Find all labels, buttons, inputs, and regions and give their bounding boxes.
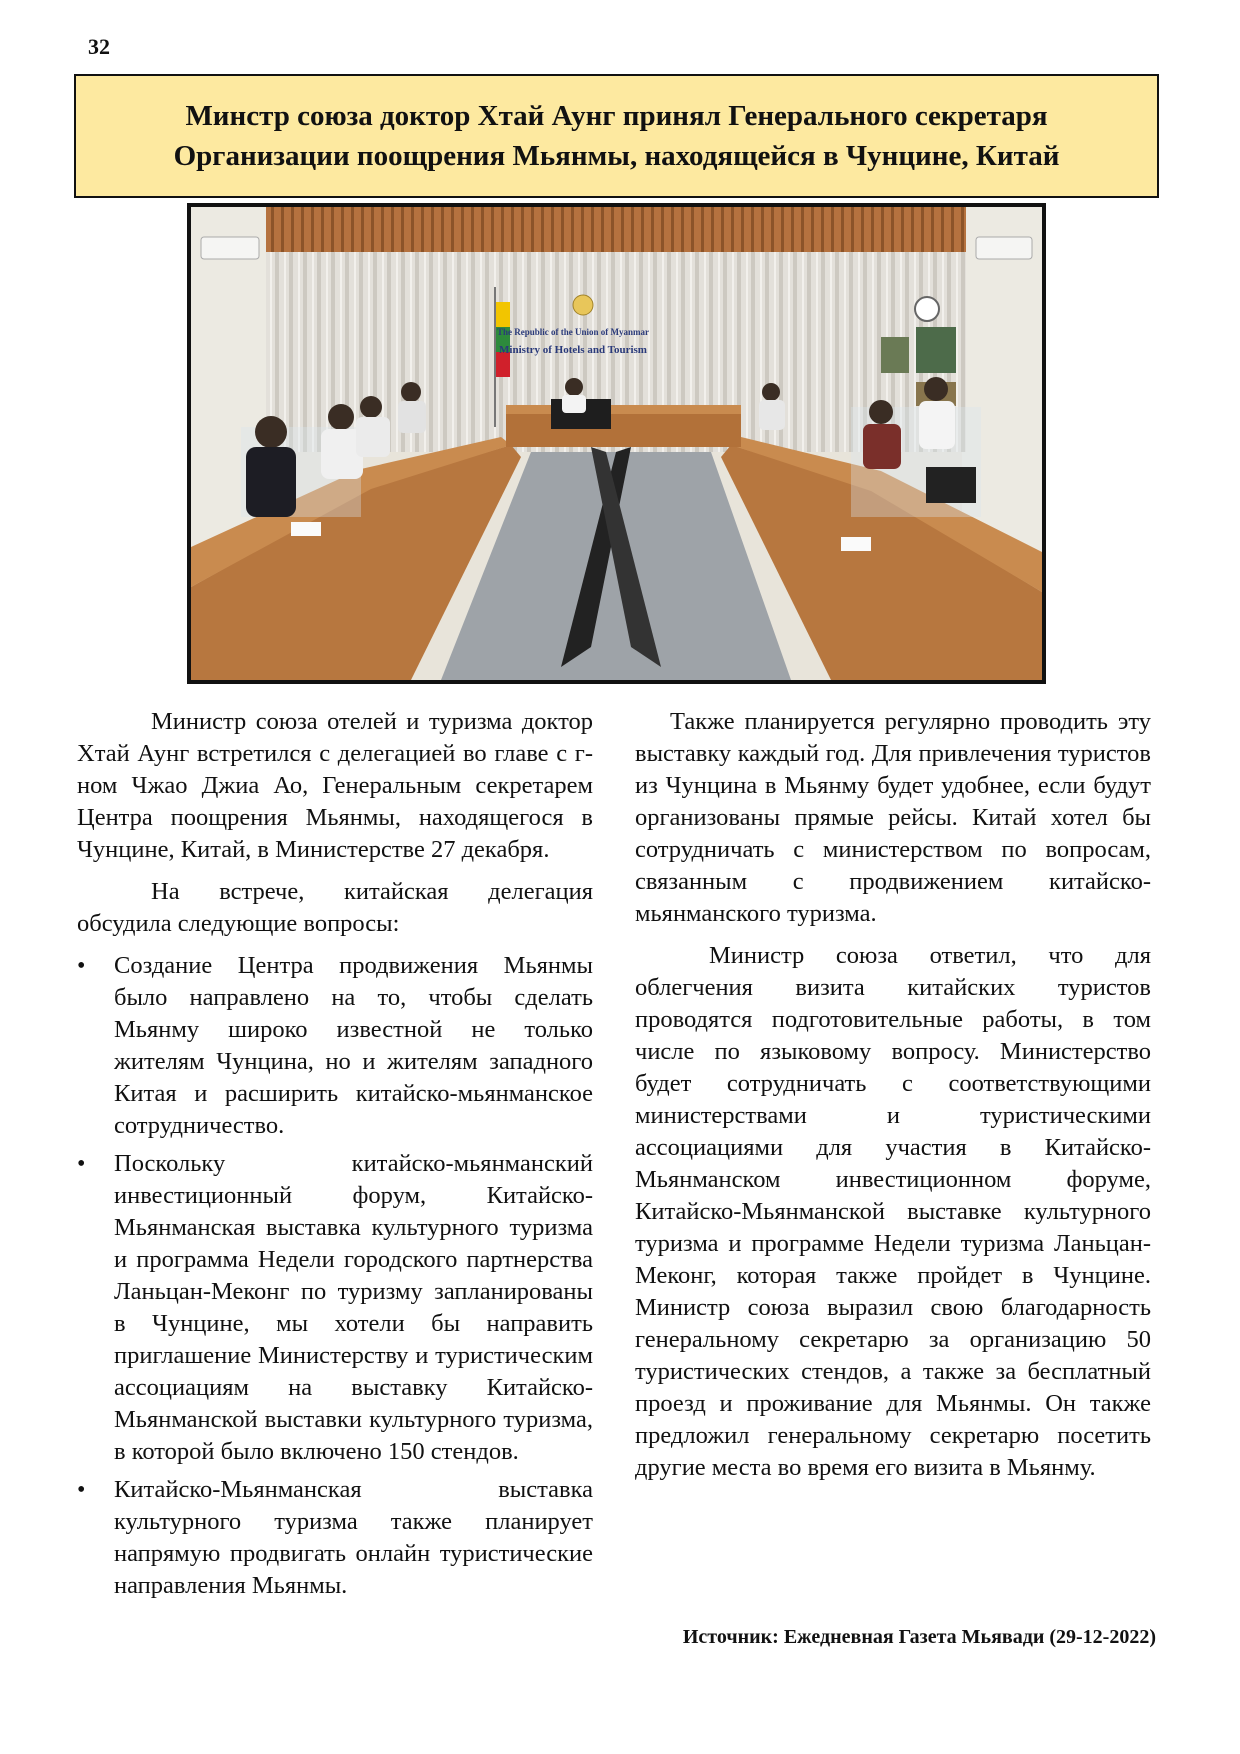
left-column: [77, 706, 593, 1608]
headline-line-1: Минстр союза доктор Хтай Аунг принял Генерального секретаря: [185, 100, 1048, 132]
list-item: • Китайско-Мьянманская выставка культурного туризма также планирует напрямую продвигать онлайн туристические направления Мьянмы.: [77, 1474, 593, 1602]
headline-line-2: Организации поощрения Мьянмы, находящейся в Чунцине, Китай: [173, 140, 1060, 172]
paragraph: Министр союза ответил, что для облегчения визита китайских туристов проводятся подготовительные работы, в том числе по языковому вопросу. Министерство будет сотрудничать с соответствующими министерствами и туристическими ассоциациями для участия в Китайско-Мьянманском инвестиционном форуме, Китайско-Мьянманской выставке культурного туризма и программе Недели туризма Ланьцан-Меконг, которая также пройдет в Чунцине. Министр союза выразил свою благодарность генеральному секретарю за организацию 50 туристических стендов, а также за бесплатный проезд и проживание для Мьянмы. Он также предложил генеральному секретарю посетить другие места во время его визита в Мьянму.: [635, 942, 1151, 1481]
paragraph: Министр союза отелей и туризма доктор Хтай Аунг встретился с делегацией во главе с г-ном Чжао Джиа Ао, Генеральным секретарем Центра поощрения Мьянмы, находящегося в Чунцине, Китай, в Министерстве 27 декабря.: [77, 708, 593, 863]
list-item: • Создание Центра продвижения Мьянмы было направлено на то, чтобы сделать Мьянму широко известной не только жителям Чунцина, но и жителям западного Китая и расширить китайско-мьянманское сотрудничество.: [77, 950, 593, 1142]
right-column: [635, 706, 1151, 1494]
page-number: 32: [88, 34, 110, 59]
sign-line-1: The Republic of the Union of Myanmar: [496, 327, 650, 337]
paragraph: На встрече, китайская делегация обсудила следующие вопросы:: [77, 878, 593, 937]
headline-box: [74, 74, 1159, 198]
meeting-photo: [187, 203, 1046, 684]
paragraph: Также планируется регулярно проводить эту выставку каждый год. Для привлечения туристов из Чунцина в Мьянму будет удобнее, если будут организованы прямые рейсы. Китай хотел бы сотрудничать с министерством по вопросам, связанным с продвижением китайско-мьянманского туризма.: [635, 708, 1151, 927]
list-item: • Поскольку китайско-мьянманский инвестиционный форум, Китайско-Мьянманская выставка культурного туризма и программа Недели городского партнерства Ланьцан-Меконг по туризму запланированы в Чунцине, мы хотели бы направить приглашение Министерству и туристическим ассоциациям на выставку Китайско-Мьянманской выставки культурного туризма, в которой было включено 150 стендов.: [77, 1148, 593, 1468]
bullet-list: [77, 950, 593, 1602]
source-credit: Источник: Ежедневная Газета Мьявади (29-12-2022): [682, 1626, 1156, 1648]
sign-line-2: Ministry of Hotels and Tourism: [499, 344, 647, 356]
meeting-room-illustration: [191, 207, 1042, 680]
